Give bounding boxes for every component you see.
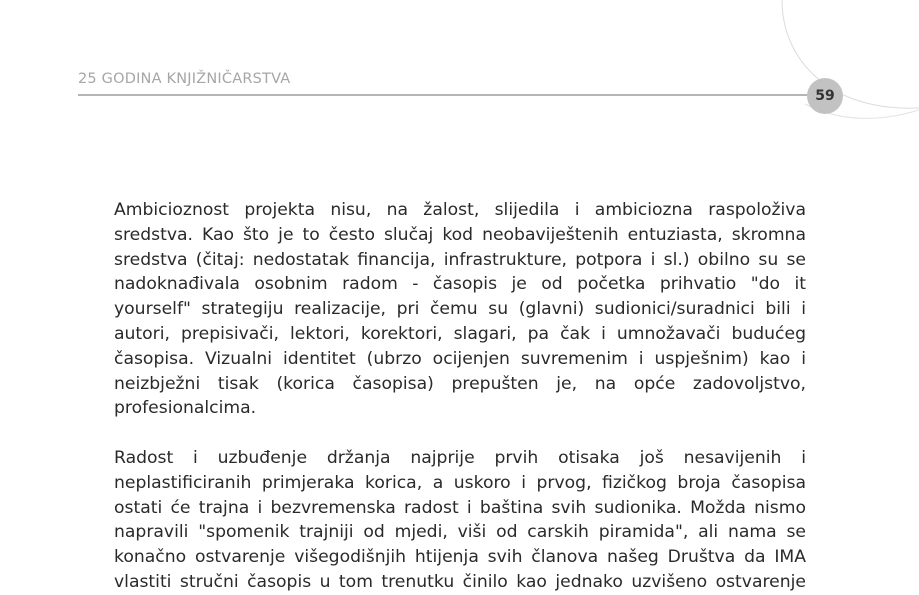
text-line: nadoknađivala osobnim radom - časopis je od početka prihvatio "do it <box>114 274 806 295</box>
text-line: sredstva. Kao što je to često slučaj kod neobaviještenih entuziasta, skromna <box>114 224 806 245</box>
text-line: konačno ostvarenje višegodišnjih htijenja svih članova našeg Društva da IMA <box>114 547 806 568</box>
text-line: Ambicioznost projekta nisu, na žalost, slijedila i ambiciozna raspoloživa <box>114 200 806 220</box>
text-line: časopisa. Vizualni identitet (ubrzo ocijenjen suvremenim i uspješnim) kao i <box>114 348 806 369</box>
text-line: neplastificiranih primjeraka korica, a uskoro i prvog, fizičkog broja časopisa <box>114 472 806 493</box>
text-line: autori, prepisivači, lektori, korektori, slagari, pa čak i umnožavači budućeg <box>114 323 806 344</box>
paragraph-1 <box>114 198 806 421</box>
paragraph-spacer <box>114 421 806 446</box>
text-line: neizbježni tisak (korica časopisa) prepušten je, na opće zadovoljstvo, <box>114 373 806 394</box>
header-divider <box>78 94 813 96</box>
text-line: Radost i uzbuđenje držanja najprije prvih otisaka još nesavijenih i <box>114 447 806 468</box>
page-number-badge: 59 <box>807 78 843 114</box>
text-line: ostati će trajna i bezvremenska radost i baština svih sudionika. Možda nismo <box>114 497 806 518</box>
text-line: vlastiti stručni časopis u tom trenutku činilo kao jednako uzvišeno ostvarenje <box>114 571 806 592</box>
text-line: napravili "spomenik trajniji od mjedi, viši od carskih piramida", ali nama se <box>114 522 806 543</box>
text-line: yourself" strategiju realizacije, pri čemu su (glavni) sudionici/suradnici bili i <box>114 299 806 320</box>
running-header-title: 25 GODINA KNJIŽNIČARSTVA <box>78 71 291 87</box>
text-line: profesionalcima. <box>114 398 257 419</box>
paragraph-2 <box>114 446 806 595</box>
text-line: sredstva (čitaj: nedostatak financija, infrastrukture, potpora i sl.) obilno su se <box>114 249 806 270</box>
article-body <box>114 198 806 595</box>
